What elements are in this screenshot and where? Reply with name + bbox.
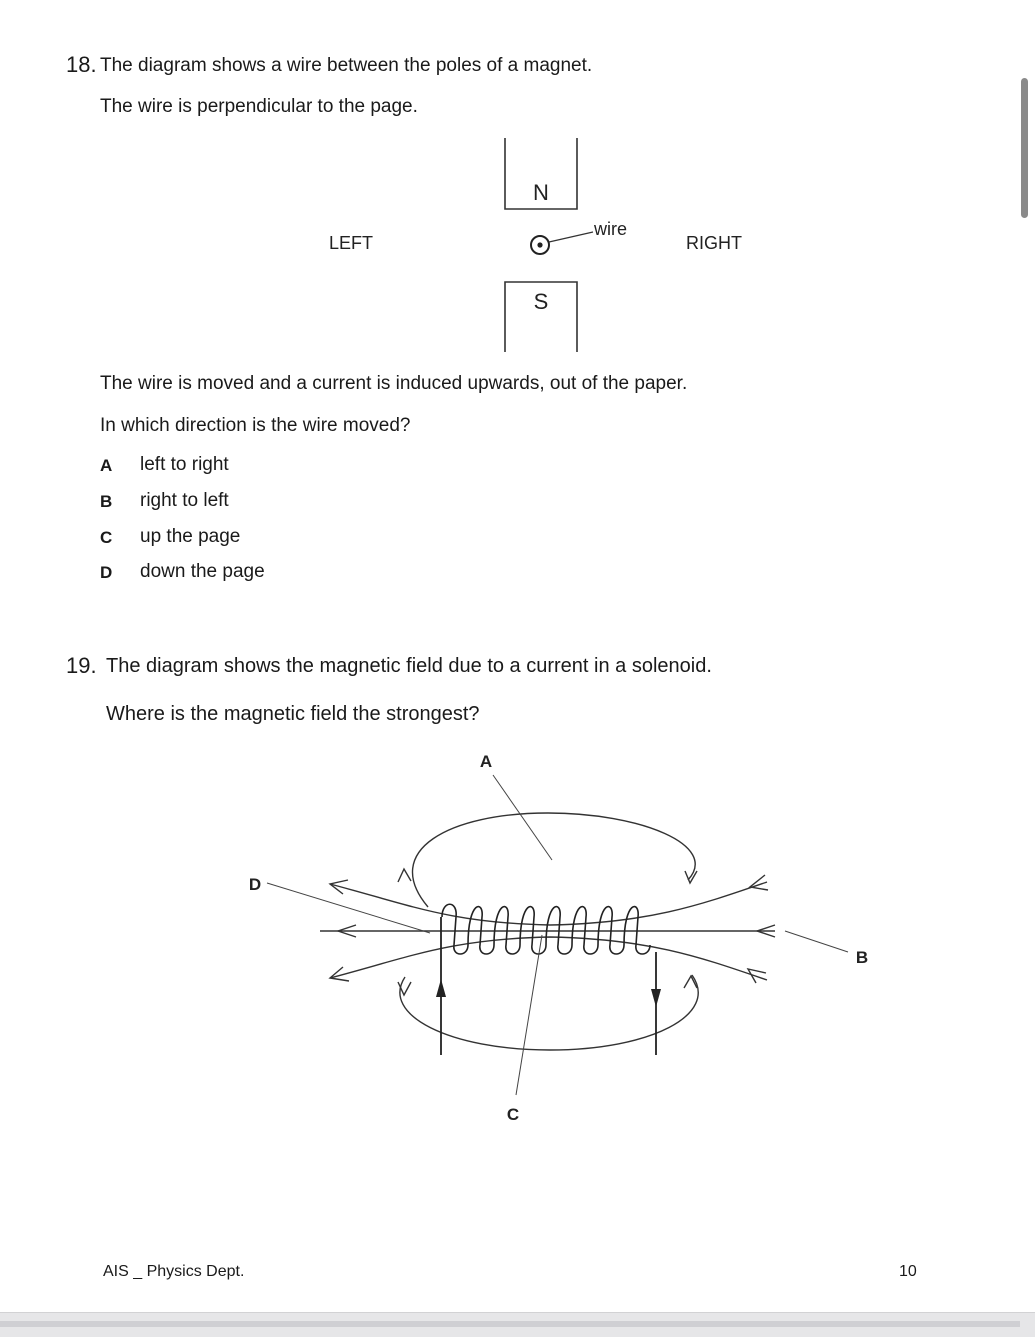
left-lead-current-arrow-icon xyxy=(436,979,446,997)
bottom-bar xyxy=(0,1312,1035,1337)
solenoid-field-diagram xyxy=(230,745,890,1135)
right-label: RIGHT xyxy=(686,233,742,253)
footer-department: AIS _ Physics Dept. xyxy=(103,1263,245,1280)
solenoid-coils xyxy=(442,904,650,954)
south-pole-label: S xyxy=(533,289,549,314)
q18-option-b-text: right to left xyxy=(140,490,229,511)
q18-option-c-text: up the page xyxy=(140,526,241,547)
q18-induced-current-text: The wire is moved and a current is induced upwards, out of the paper. xyxy=(100,373,688,394)
wire-leader-line xyxy=(549,232,593,242)
q18-option-c-letter: C xyxy=(100,528,113,547)
q18-intro-text: The diagram shows a wire between the poles of a magnet. xyxy=(100,55,593,76)
label-b-leader xyxy=(785,931,848,952)
page-number: 10 xyxy=(899,1263,917,1280)
label-a: A xyxy=(479,752,493,771)
q18-option-b-letter: B xyxy=(100,492,113,511)
q18-option-d-letter: D xyxy=(100,563,113,582)
wire-label: wire xyxy=(594,219,628,239)
label-c: C xyxy=(506,1105,520,1124)
horizontal-scrollbar[interactable] xyxy=(0,1321,1020,1327)
label-b: B xyxy=(855,948,869,967)
lower-flaring-field-line xyxy=(330,937,767,980)
lower-field-loop xyxy=(400,975,698,1050)
q18-number: 18. xyxy=(66,52,97,77)
q18-perpendicular-text: The wire is perpendicular to the page. xyxy=(100,96,418,117)
magnet-wire-diagram xyxy=(300,130,780,360)
label-d: D xyxy=(248,875,262,894)
q18-option-a-text: left to right xyxy=(140,454,229,475)
q18-option-d-text: down the page xyxy=(140,561,265,582)
scrollbar-thumb[interactable] xyxy=(1021,78,1028,218)
wire-dot xyxy=(537,242,542,247)
right-lead-current-arrow-icon xyxy=(651,989,661,1007)
q19-intro-text: The diagram shows the magnetic field due to a current in a solenoid. xyxy=(106,655,712,677)
upper-field-loop xyxy=(412,813,695,907)
arrow-upper-loop-left xyxy=(398,869,411,882)
label-d-leader xyxy=(267,883,430,933)
vertical-scrollbar[interactable] xyxy=(1019,70,1029,230)
left-label: LEFT xyxy=(329,233,374,253)
label-c-leader xyxy=(516,935,542,1095)
q19-number: 19. xyxy=(66,653,97,678)
north-pole-label: N xyxy=(533,180,549,205)
arrow-lower-loop-right xyxy=(684,976,697,988)
label-a-leader xyxy=(493,775,552,860)
q18-question: In which direction is the wire moved? xyxy=(100,415,411,436)
q18-option-a-letter: A xyxy=(100,456,113,475)
q19-question: Where is the magnetic field the strongest? xyxy=(106,703,480,725)
